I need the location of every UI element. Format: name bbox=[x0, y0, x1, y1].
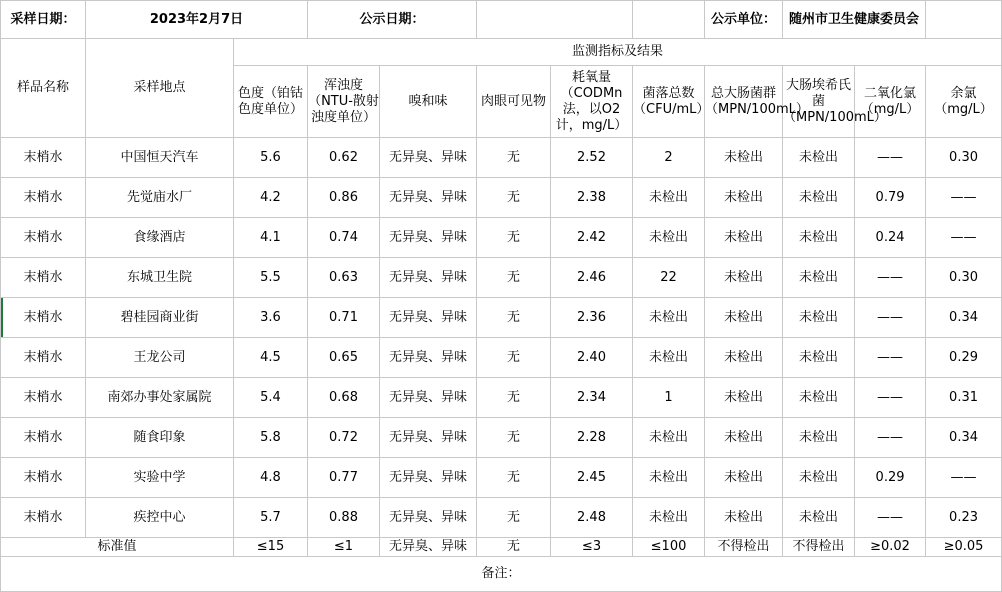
location-cell[interactable]: 疾控中心 bbox=[86, 498, 234, 538]
top-info-row bbox=[1, 1, 1002, 39]
value-cell[interactable]: —— bbox=[926, 178, 1002, 218]
value-cell[interactable]: 0.88 bbox=[308, 498, 380, 538]
sampling-date-value[interactable]: 2023年2月7日 bbox=[86, 1, 308, 39]
value-cell[interactable]: 5.6 bbox=[234, 138, 308, 178]
value-cell[interactable]: 未检出 bbox=[633, 298, 705, 338]
value-cell[interactable]: 2.34 bbox=[551, 378, 633, 418]
value-cell[interactable]: 2.42 bbox=[551, 218, 633, 258]
value-cell[interactable]: 2.52 bbox=[551, 138, 633, 178]
header-column[interactable]: 大肠埃希氏菌（MPN/100mL） bbox=[783, 66, 855, 138]
table-row bbox=[1, 418, 1002, 458]
value-cell[interactable]: —— bbox=[855, 258, 926, 298]
value-cell[interactable]: 未检出 bbox=[705, 338, 783, 378]
value-cell[interactable]: 1 bbox=[633, 378, 705, 418]
value-cell[interactable]: 无 bbox=[477, 458, 551, 498]
value-cell[interactable]: 未检出 bbox=[705, 218, 783, 258]
note-label[interactable]: 备注： bbox=[1, 557, 1002, 592]
value-cell[interactable]: 无 bbox=[477, 338, 551, 378]
table-row bbox=[1, 258, 1002, 298]
note-row bbox=[1, 557, 1002, 592]
value-cell[interactable]: —— bbox=[926, 218, 1002, 258]
blank-cell[interactable] bbox=[633, 1, 705, 39]
value-cell[interactable]: 无 bbox=[477, 178, 551, 218]
value-cell[interactable]: 2.40 bbox=[551, 338, 633, 378]
value-cell[interactable]: 3.6 bbox=[234, 298, 308, 338]
group-header-row bbox=[1, 39, 1002, 66]
header-column[interactable]: 嗅和味 bbox=[380, 66, 477, 138]
header-column[interactable]: 耗氧量（CODMn法，以O2计，mg/L） bbox=[551, 66, 633, 138]
value-cell[interactable]: 无 bbox=[477, 418, 551, 458]
value-cell[interactable]: 22 bbox=[633, 258, 705, 298]
value-cell[interactable]: 未检出 bbox=[633, 418, 705, 458]
value-cell[interactable]: 未检出 bbox=[783, 458, 855, 498]
value-cell[interactable]: 0.23 bbox=[926, 498, 1002, 538]
header-column[interactable]: 菌落总数（CFU/mL） bbox=[633, 66, 705, 138]
value-cell[interactable]: 无 bbox=[477, 218, 551, 258]
location-cell[interactable]: 先觉庙水厂 bbox=[86, 178, 234, 218]
value-cell[interactable]: 未检出 bbox=[783, 338, 855, 378]
sample-name-cell[interactable]: 末梢水 bbox=[1, 458, 86, 498]
value-cell[interactable]: 2.38 bbox=[551, 178, 633, 218]
standard-label[interactable]: 标准值 bbox=[1, 538, 234, 557]
value-cell[interactable]: 0.74 bbox=[308, 218, 380, 258]
sample-name-cell[interactable]: 末梢水 bbox=[1, 378, 86, 418]
value-cell[interactable]: 5.4 bbox=[234, 378, 308, 418]
value-cell[interactable]: 未检出 bbox=[705, 258, 783, 298]
table-row bbox=[1, 458, 1002, 498]
value-cell[interactable]: 未检出 bbox=[633, 178, 705, 218]
value-cell[interactable]: 4.2 bbox=[234, 178, 308, 218]
value-cell[interactable]: 无异臭、异味 bbox=[380, 138, 477, 178]
value-cell[interactable]: 0.30 bbox=[926, 138, 1002, 178]
standard-value-cell[interactable]: 不得检出 bbox=[705, 538, 783, 557]
header-column[interactable]: 肉眼可见物 bbox=[477, 66, 551, 138]
value-cell[interactable]: —— bbox=[855, 138, 926, 178]
header-column[interactable]: 余氯（mg/L） bbox=[926, 66, 1002, 138]
value-cell[interactable]: 未检出 bbox=[705, 498, 783, 538]
value-cell[interactable]: 0.34 bbox=[926, 418, 1002, 458]
value-cell[interactable]: 无异臭、异味 bbox=[380, 178, 477, 218]
value-cell[interactable]: 未检出 bbox=[705, 298, 783, 338]
value-cell[interactable]: 无 bbox=[477, 258, 551, 298]
header-column[interactable]: 二氧化氯（mg/L） bbox=[855, 66, 926, 138]
value-cell[interactable]: 未检出 bbox=[783, 258, 855, 298]
value-cell[interactable]: 未检出 bbox=[633, 218, 705, 258]
value-cell[interactable]: 无 bbox=[477, 298, 551, 338]
sample-name-cell[interactable]: 末梢水 bbox=[1, 418, 86, 458]
value-cell[interactable]: 无异臭、异味 bbox=[380, 498, 477, 538]
value-cell[interactable]: 未检出 bbox=[783, 138, 855, 178]
value-cell[interactable]: 0.77 bbox=[308, 458, 380, 498]
value-cell[interactable]: 未检出 bbox=[633, 498, 705, 538]
location-cell[interactable]: 实验中学 bbox=[86, 458, 234, 498]
standard-row bbox=[1, 538, 1002, 557]
value-cell[interactable]: 未检出 bbox=[705, 458, 783, 498]
value-cell[interactable]: 4.5 bbox=[234, 338, 308, 378]
value-cell[interactable]: 5.5 bbox=[234, 258, 308, 298]
value-cell[interactable]: —— bbox=[855, 378, 926, 418]
value-cell[interactable]: 0.63 bbox=[308, 258, 380, 298]
value-cell[interactable]: 0.72 bbox=[308, 418, 380, 458]
value-cell[interactable]: 未检出 bbox=[633, 338, 705, 378]
value-cell[interactable]: —— bbox=[855, 338, 926, 378]
table-row bbox=[1, 178, 1002, 218]
publish-unit-label[interactable]: 公示单位： bbox=[705, 1, 783, 39]
header-sample-name[interactable]: 样品名称 bbox=[1, 39, 86, 138]
sampling-date-label[interactable]: 采样日期： bbox=[1, 1, 86, 39]
standard-value-cell[interactable]: ≤15 bbox=[234, 538, 308, 557]
value-cell[interactable]: 无 bbox=[477, 378, 551, 418]
header-column[interactable]: 色度（铂钴色度单位） bbox=[234, 66, 308, 138]
value-cell[interactable]: 4.8 bbox=[234, 458, 308, 498]
value-cell[interactable]: 未检出 bbox=[783, 298, 855, 338]
location-cell[interactable]: 随食印象 bbox=[86, 418, 234, 458]
value-cell[interactable]: 0.86 bbox=[308, 178, 380, 218]
value-cell[interactable]: 0.30 bbox=[926, 258, 1002, 298]
value-cell[interactable]: 0.29 bbox=[855, 458, 926, 498]
publish-date-label[interactable]: 公示日期： bbox=[308, 1, 477, 39]
value-cell[interactable]: 2.28 bbox=[551, 418, 633, 458]
value-cell[interactable]: 2.48 bbox=[551, 498, 633, 538]
location-cell[interactable]: 王龙公司 bbox=[86, 338, 234, 378]
standard-value-cell[interactable]: ≥0.05 bbox=[926, 538, 1002, 557]
sample-name-cell[interactable]: 末梢水 bbox=[1, 338, 86, 378]
location-cell[interactable]: 碧桂园商业街 bbox=[86, 298, 234, 338]
table-row bbox=[1, 378, 1002, 418]
sample-name-cell[interactable]: 末梢水 bbox=[1, 218, 86, 258]
table-row bbox=[1, 498, 1002, 538]
value-cell[interactable]: 无异臭、异味 bbox=[380, 298, 477, 338]
sample-name-cell[interactable]: 末梢水 bbox=[1, 258, 86, 298]
value-cell[interactable]: 无异臭、异味 bbox=[380, 218, 477, 258]
sample-name-cell[interactable]: 末梢水 bbox=[1, 298, 86, 338]
location-cell[interactable]: 食缘酒店 bbox=[86, 218, 234, 258]
value-cell[interactable]: 2 bbox=[633, 138, 705, 178]
value-cell[interactable]: —— bbox=[855, 418, 926, 458]
table-row bbox=[1, 298, 1002, 338]
location-cell[interactable]: 中国恒天汽车 bbox=[86, 138, 234, 178]
value-cell[interactable]: —— bbox=[926, 458, 1002, 498]
value-cell[interactable]: 未检出 bbox=[783, 218, 855, 258]
value-cell[interactable]: 0.62 bbox=[308, 138, 380, 178]
header-location[interactable]: 采样地点 bbox=[86, 39, 234, 138]
value-cell[interactable]: 0.29 bbox=[926, 338, 1002, 378]
value-cell[interactable]: 4.1 bbox=[234, 218, 308, 258]
table-row bbox=[1, 338, 1002, 378]
value-cell[interactable]: 无 bbox=[477, 498, 551, 538]
value-cell[interactable]: 5.8 bbox=[234, 418, 308, 458]
value-cell[interactable]: 未检出 bbox=[633, 458, 705, 498]
value-cell[interactable]: 无异臭、异味 bbox=[380, 338, 477, 378]
standard-value-cell[interactable]: 无 bbox=[477, 538, 551, 557]
value-cell[interactable]: 未检出 bbox=[783, 178, 855, 218]
value-cell[interactable]: 2.45 bbox=[551, 458, 633, 498]
value-cell[interactable]: 无 bbox=[477, 138, 551, 178]
value-cell[interactable]: 0.71 bbox=[308, 298, 380, 338]
header-column[interactable]: 浑浊度（NTU-散射浊度单位） bbox=[308, 66, 380, 138]
standard-value-cell[interactable]: ≤3 bbox=[551, 538, 633, 557]
value-cell[interactable]: —— bbox=[855, 498, 926, 538]
value-cell[interactable]: 0.65 bbox=[308, 338, 380, 378]
value-cell[interactable]: 2.36 bbox=[551, 298, 633, 338]
sample-name-cell[interactable]: 末梢水 bbox=[1, 178, 86, 218]
value-cell[interactable]: 未检出 bbox=[783, 378, 855, 418]
value-cell[interactable]: 无异臭、异味 bbox=[380, 418, 477, 458]
value-cell[interactable]: 0.24 bbox=[855, 218, 926, 258]
standard-value-cell[interactable]: ≤100 bbox=[633, 538, 705, 557]
value-cell[interactable]: 无异臭、异味 bbox=[380, 458, 477, 498]
value-cell[interactable]: 未检出 bbox=[783, 418, 855, 458]
value-cell[interactable]: 0.68 bbox=[308, 378, 380, 418]
sample-name-cell[interactable]: 末梢水 bbox=[1, 498, 86, 538]
value-cell[interactable]: 未检出 bbox=[705, 418, 783, 458]
sample-name-cell[interactable]: 末梢水 bbox=[1, 138, 86, 178]
header-column[interactable]: 总大肠菌群（MPN/100mL） bbox=[705, 66, 783, 138]
standard-value-cell[interactable]: 不得检出 bbox=[783, 538, 855, 557]
table-row bbox=[1, 138, 1002, 178]
value-cell[interactable]: —— bbox=[855, 298, 926, 338]
location-cell[interactable]: 南郊办事处家属院 bbox=[86, 378, 234, 418]
value-cell[interactable]: 未检出 bbox=[783, 498, 855, 538]
value-cell[interactable]: 0.31 bbox=[926, 378, 1002, 418]
value-cell[interactable]: 未检出 bbox=[705, 178, 783, 218]
standard-value-cell[interactable]: 无异臭、异味 bbox=[380, 538, 477, 557]
publish-date-value[interactable] bbox=[477, 1, 633, 39]
value-cell[interactable]: 无异臭、异味 bbox=[380, 258, 477, 298]
value-cell[interactable]: 2.46 bbox=[551, 258, 633, 298]
standard-value-cell[interactable]: ≤1 bbox=[308, 538, 380, 557]
publish-unit-value[interactable]: 随州市卫生健康委员会 bbox=[783, 1, 926, 39]
standard-value-cell[interactable]: ≥0.02 bbox=[855, 538, 926, 557]
value-cell[interactable]: 5.7 bbox=[234, 498, 308, 538]
value-cell[interactable]: 无异臭、异味 bbox=[380, 378, 477, 418]
location-cell[interactable]: 东城卫生院 bbox=[86, 258, 234, 298]
value-cell[interactable]: 0.79 bbox=[855, 178, 926, 218]
table-row bbox=[1, 218, 1002, 258]
header-group[interactable]: 监测指标及结果 bbox=[234, 39, 1002, 66]
blank-cell[interactable] bbox=[926, 1, 1002, 39]
value-cell[interactable]: 未检出 bbox=[705, 138, 783, 178]
value-cell[interactable]: 0.34 bbox=[926, 298, 1002, 338]
value-cell[interactable]: 未检出 bbox=[705, 378, 783, 418]
